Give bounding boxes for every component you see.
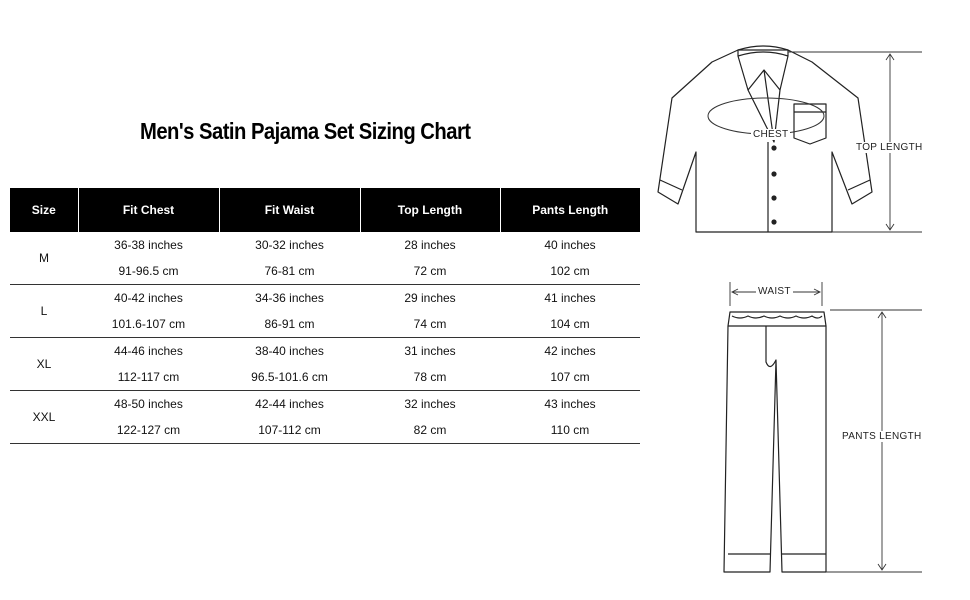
pants-length-cm: 104 cm: [500, 311, 640, 338]
table-header-row: [10, 188, 640, 232]
waist-label: WAIST: [758, 286, 791, 297]
top-length-label: TOP LENGTH: [856, 142, 923, 153]
waist-inches: 34-36 inches: [255, 291, 324, 305]
chest-cm: 122-127 cm: [78, 417, 219, 444]
waist-cm: 86-91 cm: [219, 311, 360, 338]
top-length-cm: 72 cm: [360, 258, 500, 285]
waist-cm: 76-81 cm: [219, 258, 360, 285]
table-row: [10, 338, 640, 365]
pants-length-inches: 41 inches: [544, 291, 596, 305]
header-pants-length: Pants Length: [500, 188, 640, 232]
top-length-cm: 74 cm: [360, 311, 500, 338]
top-length-cm: 82 cm: [360, 417, 500, 444]
garment-illustration: [640, 0, 970, 600]
shirt-collar: [738, 46, 788, 56]
size-table: [10, 188, 640, 444]
chest-inches: 48-50 inches: [114, 397, 183, 411]
header-fit-waist: Fit Waist: [219, 188, 360, 232]
chest-inches: 40-42 inches: [114, 291, 183, 305]
waist-cm: 96.5-101.6 cm: [219, 364, 360, 391]
pants-outline: [724, 312, 826, 572]
size-l: L: [10, 285, 78, 338]
top-length-inches: 28 inches: [404, 238, 456, 252]
waist-inches: 38-40 inches: [255, 344, 324, 358]
size-m: M: [10, 232, 78, 285]
pants-length-inches: 42 inches: [544, 344, 596, 358]
top-length-cm: 78 cm: [360, 364, 500, 391]
chest-cm: 101.6-107 cm: [78, 311, 219, 338]
table-row: [10, 364, 640, 391]
table-row: [10, 258, 640, 285]
pants-length-inches: 43 inches: [544, 397, 596, 411]
pants-length-cm: 107 cm: [500, 364, 640, 391]
header-top-length: Top Length: [360, 188, 500, 232]
table-row: [10, 232, 640, 258]
chest-inches: 44-46 inches: [114, 344, 183, 358]
shirt-buttons: [771, 145, 776, 224]
top-length-inches: 32 inches: [404, 397, 456, 411]
waist-inches: 42-44 inches: [255, 397, 324, 411]
chest-cm: 91-96.5 cm: [78, 258, 219, 285]
chest-cm: 112-117 cm: [78, 364, 219, 391]
header-size: Size: [10, 188, 78, 232]
waist-cm: 107-112 cm: [219, 417, 360, 444]
top-length-inches: 29 inches: [404, 291, 456, 305]
waist-inches: 30-32 inches: [255, 238, 324, 252]
pants-length-label: PANTS LENGTH: [842, 431, 922, 442]
table-row: [10, 417, 640, 444]
size-xl: XL: [10, 338, 78, 391]
table-row: [10, 391, 640, 418]
chart-title: Men's Satin Pajama Set Sizing Chart: [140, 118, 471, 144]
pants-length-cm: 110 cm: [500, 417, 640, 444]
table-row: [10, 311, 640, 338]
header-fit-chest: Fit Chest: [78, 188, 219, 232]
pants-length-inches: 40 inches: [544, 238, 596, 252]
size-xxl: XXL: [10, 391, 78, 444]
pants-length-cm: 102 cm: [500, 258, 640, 285]
top-length-inches: 31 inches: [404, 344, 456, 358]
garment-diagram: [640, 0, 970, 600]
chest-inches: 36-38 inches: [114, 238, 183, 252]
chest-label: CHEST: [753, 129, 789, 140]
table-row: [10, 285, 640, 312]
